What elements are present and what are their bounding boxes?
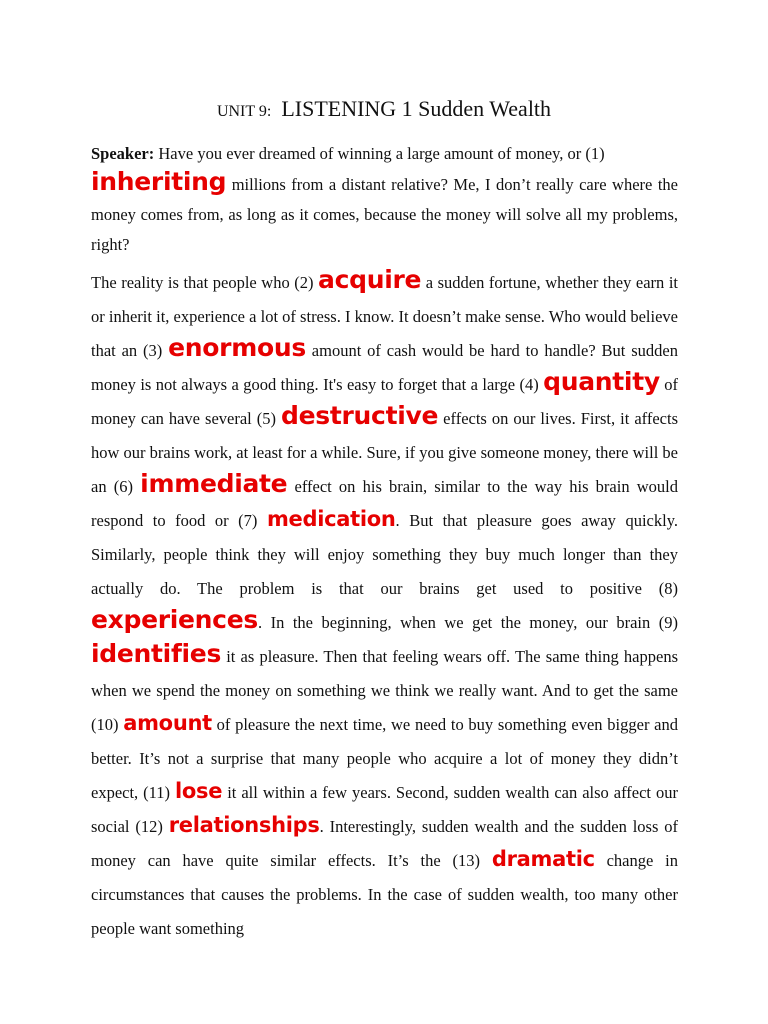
text-segment: . Interestingly, sudden wealth and the sudden loss of money can have quite similar effects. It’s the (13)	[91, 817, 678, 870]
text-segment: of money can have several (5)	[91, 375, 679, 428]
answer-4: quantity	[543, 367, 660, 396]
text-segment: amount of cash would be hard to handle? But sudden money is not always a good thing. It's easy to forget that a large (4)	[91, 341, 678, 394]
answer-3: enormous	[168, 333, 306, 362]
text-segment: Have you ever dreamed of winning a large amount of money, or (1)	[154, 144, 605, 163]
answer-2: acquire	[318, 265, 422, 294]
text-segment: change in circumstances that causes the problems. In the case of sudden wealth, too many other people want something	[91, 851, 678, 938]
page-title	[0, 96, 768, 122]
text-segment: . In the beginning, when we get the money, our brain (9)	[257, 613, 678, 632]
text-segment: effect on his brain, similar to the way his brain would respond to food or (7)	[91, 477, 678, 530]
text-segment: of pleasure the next time, we need to buy something even bigger and better. It’s not a surprise that many people who acquire a lot of money they didn’t expect, (11)	[91, 715, 678, 802]
answer-7: medication	[266, 507, 396, 531]
speaker-label: Speaker:	[91, 144, 155, 163]
text-segment: millions from a distant relative? Me, I don’t really care where the money comes from, as long as it comes, because the money will solve all my problems, right?	[91, 175, 678, 254]
answer-10: amount	[123, 711, 212, 735]
answer-1: inheriting	[91, 167, 227, 196]
text-segment: it all within a few years. Second, sudden wealth can also affect our social (12)	[91, 783, 678, 836]
text-segment: . But that pleasure goes away quickly. Similarly, people think they will enjoy something they buy much longer than they actually do. The problem is that our brains get used to positive (8)	[91, 511, 678, 598]
text-segment: it as pleasure. Then that feeling wears off. The same thing happens when we spend the money on something we think we really want. And to get the same (10)	[91, 647, 678, 734]
body-paragraph	[91, 266, 678, 946]
text-segment: effects on our lives. First, it affects how our brains work, at least for a while. Sure, if you give someone money, there will be an (6)	[91, 409, 679, 496]
listening-heading: LISTENING 1 Sudden Wealth	[281, 96, 552, 121]
answer-5: destructive	[281, 401, 439, 430]
speaker-paragraph	[91, 139, 678, 260]
answer-13: dramatic	[491, 847, 595, 871]
text-segment: a sudden fortune, whether they earn it or inherit it, experience a lot of stress. I know. It doesn’t make sense. Who would believe that an (3)	[91, 273, 678, 360]
text-segment: The reality is that people who (2)	[91, 273, 319, 292]
answer-11: lose	[175, 779, 223, 803]
answer-12: relationships	[168, 813, 320, 837]
answer-6: immediate	[140, 469, 288, 498]
answer-9: identifies	[91, 639, 222, 668]
answer-8: experiences	[91, 605, 258, 634]
unit-label: UNIT 9:	[216, 103, 272, 120]
